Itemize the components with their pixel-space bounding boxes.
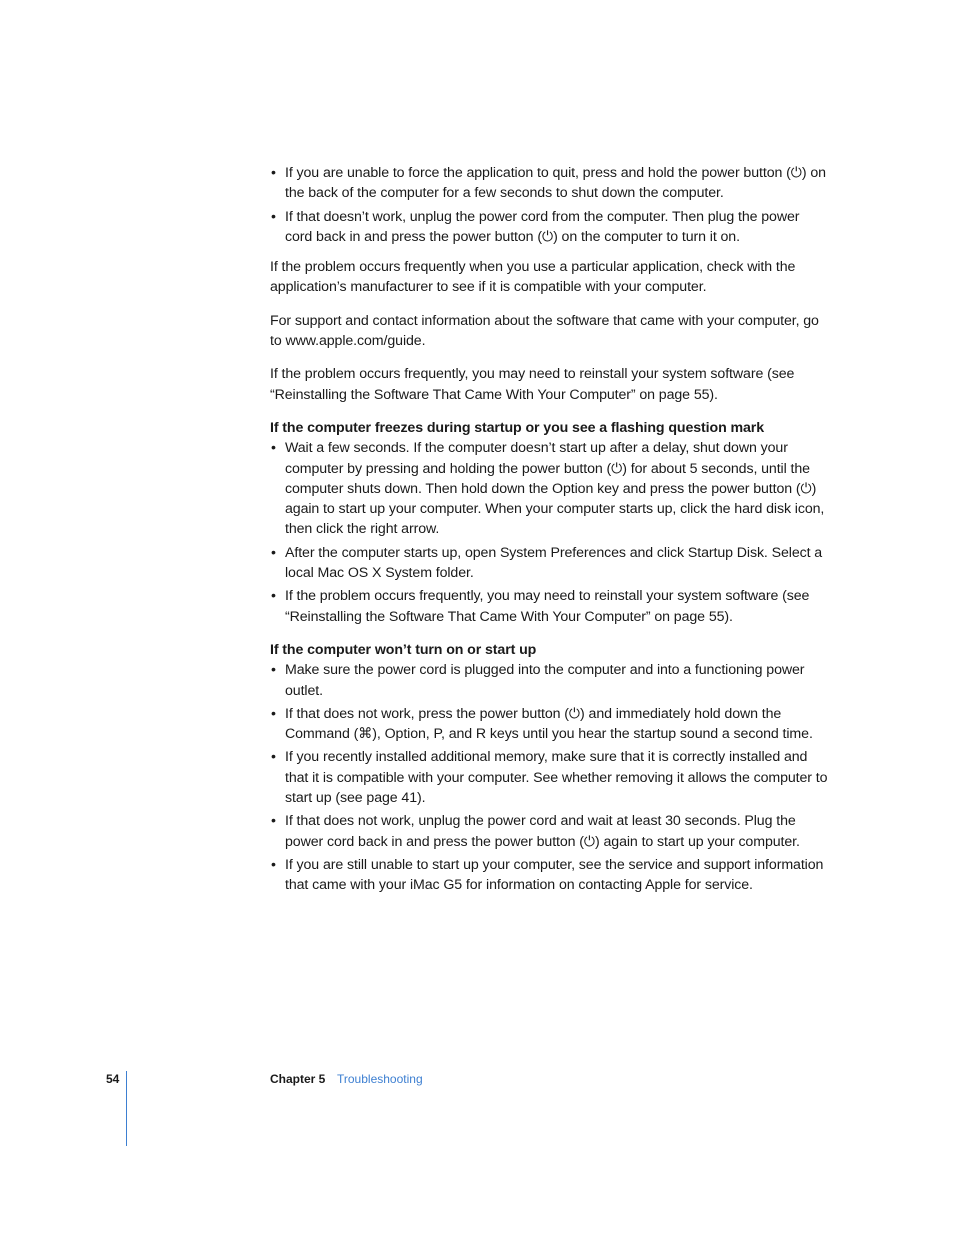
list-item — [270, 438, 830, 539]
section-heading-wont-start: If the computer won’t turn on or start up — [270, 641, 537, 658]
page-number: 54 — [106, 1072, 120, 1086]
list-item — [270, 855, 830, 896]
list-item-text: If you recently installed additional memory, make sure that it is correctly installed and that it is compatible with your computer. See whether removing it allows the computer to start up (see page 41). — [285, 749, 828, 807]
list-item — [270, 163, 830, 204]
bullet-glyph: • — [271, 662, 276, 679]
wont-start-bullet-list — [270, 660, 830, 895]
footer-divider — [126, 1071, 127, 1146]
list-item-text: If that doesn’t work, unplug the power cord from the computer. Then plug the power cord back in and press the power button (⏻) on the computer to turn it on. — [285, 208, 800, 245]
paragraph: For support and contact information about the software that came with your computer, go to www.apple.com/guide. — [270, 312, 819, 350]
bullet-glyph: • — [271, 165, 276, 181]
list-item-text: If you are still unable to start up your computer, see the service and support information that came with your iMac G5 for information on contacting Apple for service. — [285, 856, 824, 894]
list-item — [270, 207, 830, 248]
list-item-text: If that does not work, unplug the power cord and wait at least 30 seconds. Plug the power cord back in and press the power button (⏻) again to start up your computer. — [285, 813, 800, 850]
chapter-label: Chapter 5 — [270, 1072, 326, 1086]
bullet-glyph: • — [271, 208, 276, 225]
list-item — [270, 704, 830, 745]
bullet-glyph: • — [271, 588, 276, 605]
intro-bullet-list — [270, 163, 830, 247]
list-item-text: After the computer starts up, open System Preferences and click Startup Disk. Select a local Mac OS X System folder. — [285, 544, 823, 582]
bullet-glyph: • — [271, 813, 276, 830]
list-item-text: Wait a few seconds. If the computer doesn’t start up after a delay, shut down your computer by pressing and holding the power button (⏻) for about 5 seconds, until the computer shuts down. Then hold down the Option key and press the power button (⏻) again to start up your computer. When your computer starts up, click the hard disk icon, then click the right arrow. — [285, 440, 825, 538]
bullet-glyph: • — [271, 705, 276, 722]
list-item — [270, 660, 830, 701]
paragraph: If the problem occurs frequently when you use a particular application, check with the application’s manufacturer to see if it is compatible with your computer. — [270, 259, 796, 296]
list-item — [270, 586, 830, 627]
list-item — [270, 747, 830, 808]
page-body — [270, 163, 830, 899]
bullet-glyph: • — [271, 440, 276, 457]
list-item-text: If the problem occurs frequently, you may need to reinstall your system software (see “Reinstalling the Software That Came With Your Computer” on page 55). — [285, 588, 810, 625]
chapter-title: Troubleshooting — [337, 1072, 423, 1086]
list-item-text: If you are unable to force the application to quit, press and hold the power button (⏻) on the back of the computer for a few seconds to shut down the computer. — [285, 165, 826, 202]
list-item-text: If that does not work, press the power button (⏻) and immediately hold down the Command (⌘), Option, P, and R keys until you hear the startup sound a second time. — [285, 705, 813, 743]
paragraph: If the problem occurs frequently, you may need to reinstall your system software (see “Reinstalling the Software That Came With Your Computer” on page 55). — [270, 366, 795, 403]
bullet-glyph: • — [271, 544, 276, 561]
list-item — [270, 543, 830, 584]
freeze-bullet-list — [270, 438, 830, 627]
bullet-glyph: • — [271, 749, 276, 766]
bullet-glyph: • — [271, 856, 276, 873]
list-item-text: Make sure the power cord is plugged into the computer and into a functioning power outlet. — [285, 662, 805, 699]
section-heading-freeze: If the computer freezes during startup or you see a flashing question mark — [270, 419, 764, 436]
list-item — [270, 811, 830, 852]
